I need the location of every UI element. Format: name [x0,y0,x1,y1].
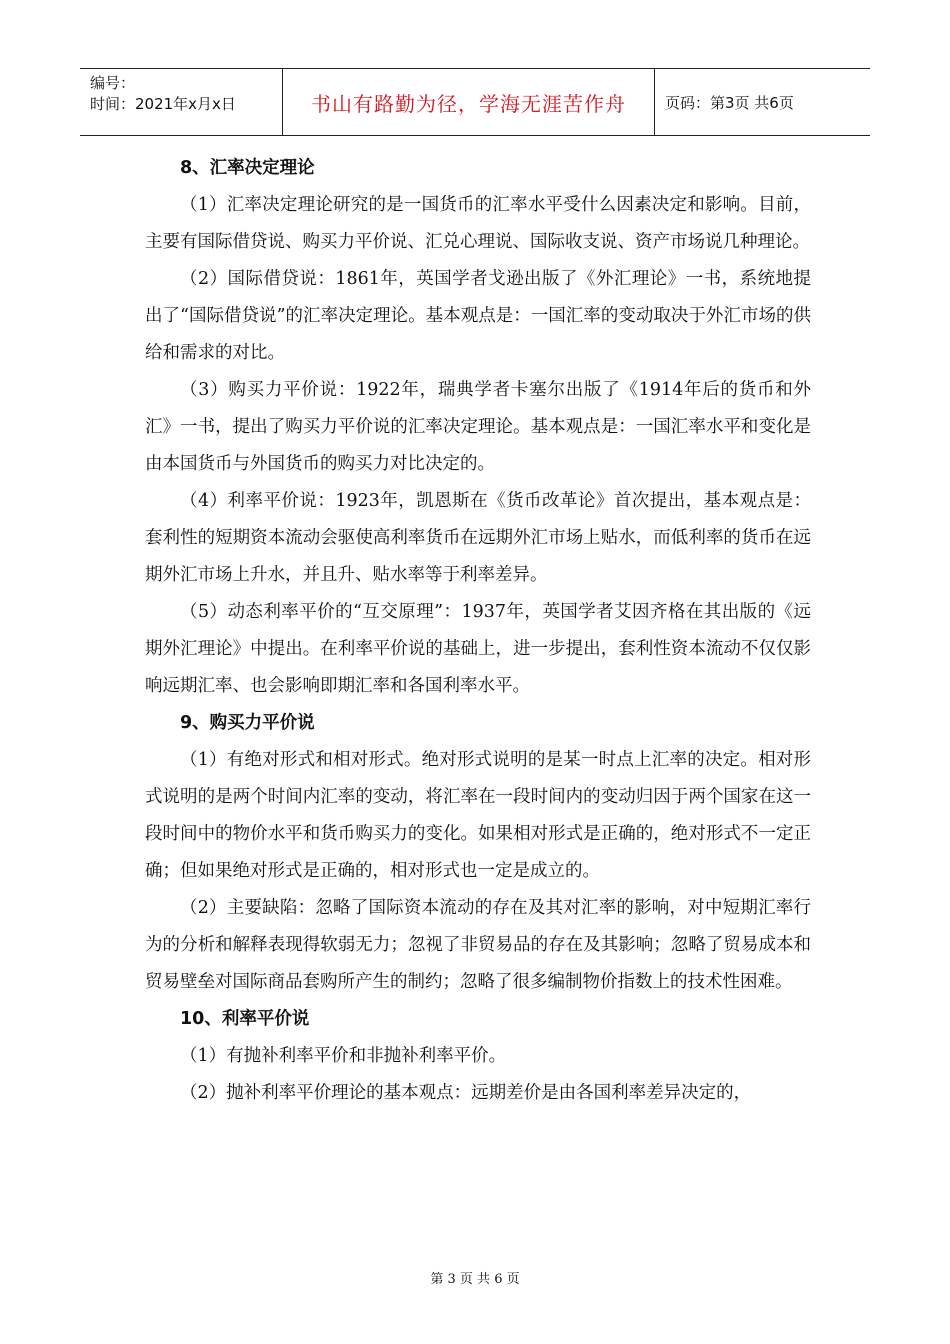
page-footer: 第 3 页 共 6 页 [430,1272,520,1287]
document-number-label: 编号： [90,74,136,92]
section-heading: 8、汇率决定理论 [180,158,315,178]
header-meta [80,69,283,135]
section-heading: 10、利率平价说 [180,1009,310,1029]
document-body [145,150,811,1112]
paragraph: （2）抛补利率平价理论的基本观点：远期差价是由各国利率差异决定的， [180,1083,752,1103]
header-page-code: 页码：第3页 共6页 [665,93,794,112]
paragraph: （3）购买力平价说：1922年，瑞典学者卡塞尔出版了《1914年后的货币和外汇》一书，提出了购买力平价说的汇率决定理论。基本观点是：一国汇率水平和变化是由本国货币与外国货币的购买力对比决定的。 [145,380,811,474]
paragraph: （1）汇率决定理论研究的是一国货币的汇率水平受什么因素决定和影响。目前，主要有国际借贷说、购买力平价说、汇兑心理说、国际收支说、资产市场说几种理论。 [145,195,811,252]
document-date: 时间：2021年x月x日 [90,95,236,113]
section-heading: 9、购买力平价说 [180,713,315,733]
page-header [80,68,870,136]
paragraph: （2）主要缺陷：忽略了国际资本流动的存在及其对汇率的影响，对中短期汇率行为的分析和解释表现得软弱无力；忽视了非贸易品的存在及其影响；忽略了贸易成本和贸易壁垒对国际商品套购所产生的制约；忽略了很多编制物价指数上的技术性困难。 [145,898,811,992]
paragraph: （2）国际借贷说：1861年，英国学者戈逊出版了《外汇理论》一书，系统地提出了“国际借贷说”的汇率决定理论。基本观点是：一国汇率的变动取决于外汇市场的供给和需求的对比。 [145,269,811,363]
paragraph: （1）有绝对形式和相对形式。绝对形式说明的是某一时点上汇率的决定。相对形式说明的是两个时间内汇率的变动，将汇率在一段时间内的变动归因于两个国家在这一段时间中的物价水平和货币购买力的变化。如果相对形式是正确的，绝对形式不一定正确；但如果绝对形式是正确的，相对形式也一定是成立的。 [145,750,811,881]
header-motto: 书山有路勤为径，学海无涯苦作舟 [283,69,655,135]
paragraph: （5）动态利率平价的“互交原理”：1937年，英国学者艾因齐格在其出版的《远期外汇理论》中提出。在利率平价说的基础上，进一步提出，套利性资本流动不仅仅影响远期汇率、也会影响即期汇率和各国利率水平。 [145,602,811,696]
paragraph: （4）利率平价说：1923年，凯恩斯在《货币改革论》首次提出，基本观点是：套利性的短期资本流动会驱使高利率货币在远期外汇市场上贴水，而低利率的货币在远期外汇市场上升水，并且升、贴水率等于利率差异。 [145,491,811,585]
paragraph: （1）有抛补利率平价和非抛补利率平价。 [180,1046,507,1066]
